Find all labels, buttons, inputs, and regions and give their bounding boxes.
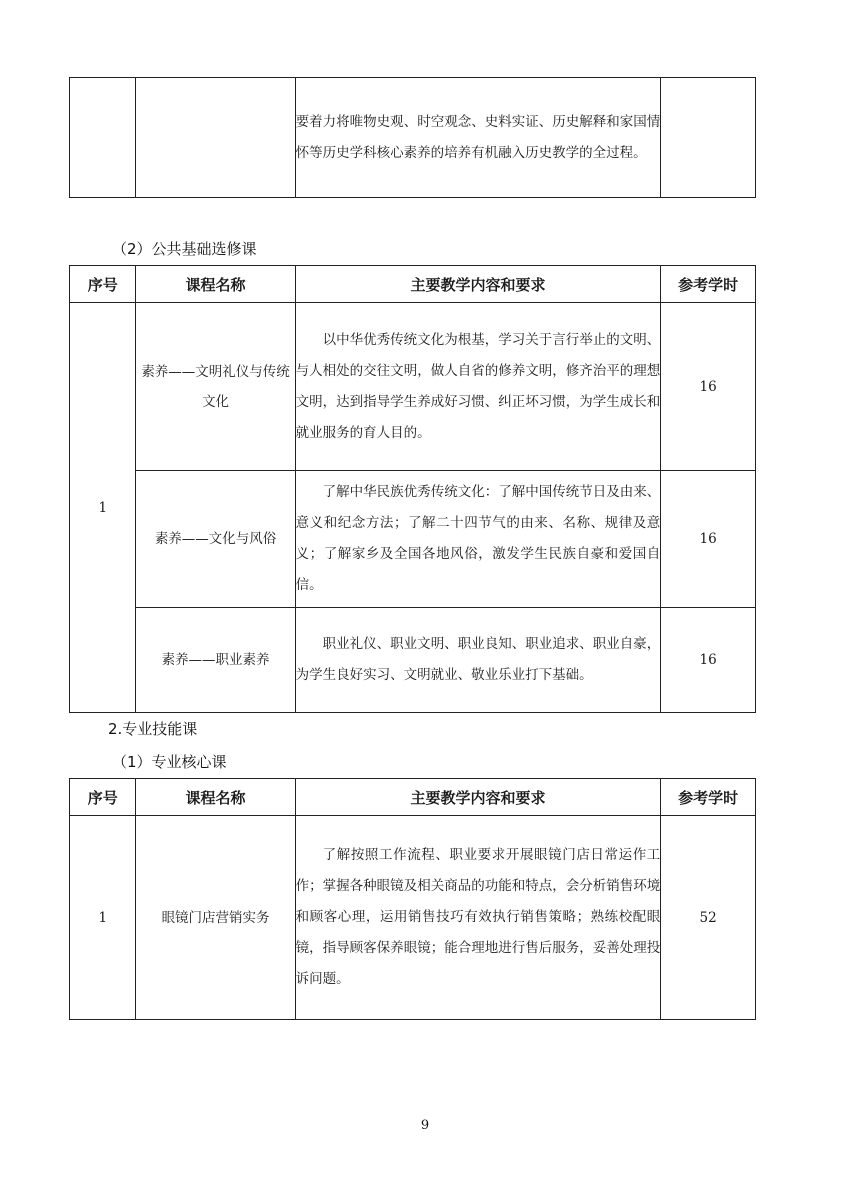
course-content-cell bbox=[295, 816, 661, 1020]
table-row bbox=[70, 608, 756, 713]
course-hours-cell: 16 bbox=[661, 471, 756, 608]
course-content-text: 了解按照工作流程、职业要求开展眼镜门店日常运作工作；掌握各种眼镜及相关商品的功能和特点，会分析销售环境和顾客心理，运用销售技巧有效执行销售策略；熟练校配眼镜，指导顾客保养眼镜；能合理地进行售后服务，妥善处理投诉问题。 bbox=[295, 847, 661, 987]
continued-name-cell bbox=[136, 78, 295, 198]
course-hours-cell: 52 bbox=[661, 816, 756, 1020]
header-no: 序号 bbox=[70, 779, 136, 816]
heading-public-elective: （2）公共基础选修课 bbox=[112, 240, 257, 258]
page-number: 9 bbox=[420, 1118, 430, 1133]
header-content: 主要教学内容和要求 bbox=[295, 266, 661, 303]
course-content-text: 了解中华民族优秀传统文化：了解中国传统节日及由来、意义和纪念方法；了解二十四节气的由来、名称、规律及意义；了解家乡及全国各地风俗，激发学生民族自豪和爱国自信。 bbox=[295, 484, 661, 593]
header-no: 序号 bbox=[70, 266, 136, 303]
header-name: 课程名称 bbox=[136, 266, 295, 303]
header-name: 课程名称 bbox=[136, 779, 295, 816]
core-table bbox=[69, 778, 756, 1020]
course-name-cell: 素养——职业素养 bbox=[136, 608, 295, 713]
continued-content-text: 要着力将唯物史观、时空观念、史料实证、历史解释和家国情怀等历史学科核心素养的培养有机融入历史教学的全过程。 bbox=[295, 113, 661, 161]
course-content-text: 职业礼仪、职业文明、职业良知、职业追求、职业自豪，为学生良好实习、文明就业、敬业乐业打下基础。 bbox=[295, 636, 661, 683]
course-name-cell: 素养——文化与风俗 bbox=[136, 471, 295, 608]
core-header-row bbox=[70, 779, 756, 816]
course-hours-cell: 16 bbox=[661, 303, 756, 471]
course-content-cell bbox=[295, 608, 661, 713]
course-name-cell: 素养——文明礼仪与传统文化 bbox=[136, 303, 295, 471]
continued-content-cell bbox=[295, 78, 661, 198]
table-row bbox=[70, 816, 756, 1020]
heading-professional: 2.专业技能课 bbox=[108, 720, 198, 738]
course-no-cell: 1 bbox=[70, 816, 136, 1020]
continued-no-cell bbox=[70, 78, 136, 198]
course-hours-cell: 16 bbox=[661, 608, 756, 713]
course-content-cell bbox=[295, 303, 661, 471]
continued-table bbox=[69, 77, 756, 198]
course-name-cell: 眼镜门店营销实务 bbox=[136, 816, 295, 1020]
header-hours: 参考学时 bbox=[661, 266, 756, 303]
header-hours: 参考学时 bbox=[661, 779, 756, 816]
header-content: 主要教学内容和要求 bbox=[295, 779, 661, 816]
continued-hours-cell bbox=[661, 78, 756, 198]
course-content-text: 以中华优秀传统文化为根基，学习关于言行举止的文明、与人相处的交往文明，做人自省的修养文明，修齐治平的理想文明，达到指导学生养成好习惯、纠正坏习惯，为学生成长和就业服务的育人目的。 bbox=[295, 331, 661, 441]
table-row bbox=[70, 303, 756, 471]
table-row bbox=[70, 471, 756, 608]
course-content-cell bbox=[295, 471, 661, 608]
group-no-cell: 1 bbox=[70, 303, 136, 713]
elective-header-row bbox=[70, 266, 756, 303]
elective-table bbox=[69, 265, 756, 713]
heading-core: （1）专业核心课 bbox=[112, 753, 227, 771]
